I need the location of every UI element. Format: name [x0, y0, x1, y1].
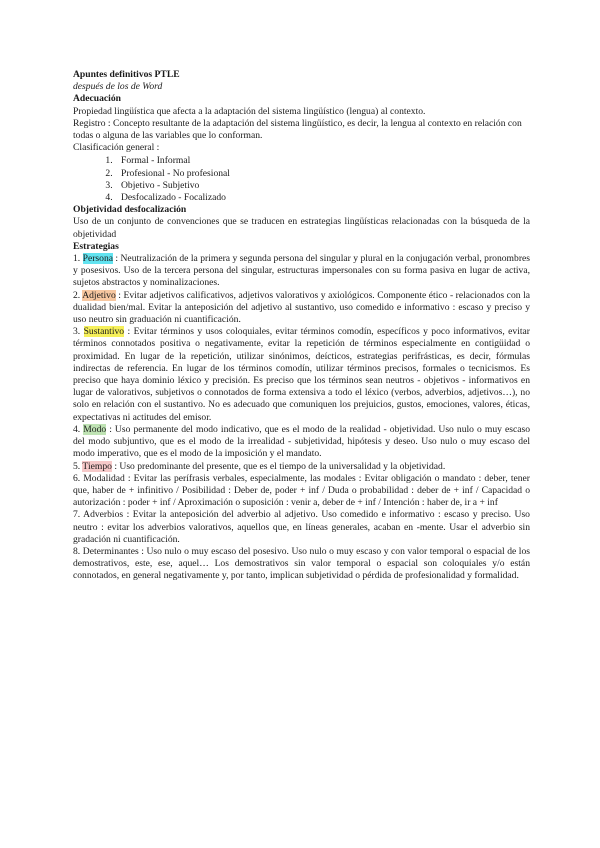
estrategia-number: 4. — [73, 423, 84, 435]
estrategia-number: 8. — [73, 545, 83, 557]
estrategia-number: 5. — [73, 460, 83, 472]
estrategia-term-highlight: Tiempo — [82, 460, 112, 472]
estrategia-number: 7. — [73, 509, 84, 521]
estrategia-term-highlight: Adjetivo — [82, 289, 116, 301]
estrategia-text: : Uso permanente del modo indicativo, que es el modo de la realidad - objetividad. Uso nulo o muy escaso del modo subjuntivo, que es el modo de la irrealidad - subjetividad, hipótesis y deseo. Uso nulo o muy escaso del modo imperativo, que es el modo de la imposición y el mandato. — [73, 423, 530, 460]
objetividad-definition: Uso de un conjunto de convenciones que se traducen en estrategias lingüísticas relacionadas con la búsqueda de la objetividad — [73, 216, 530, 240]
estrategia-number: 6. — [73, 472, 84, 484]
estrategia-item — [73, 509, 530, 546]
estrategia-text: : Evitar adjetivos calificativos, adjetivos valorativos y axiológicos. Componente ético - relacionados con la dualidad bien/mal. Evitar la anteposición del adjetivo al sustantivo, uso comedido e informativo : escaso y preciso y uso neutro sin graduación ni cuantificación. — [73, 289, 530, 326]
list-item: 4. Desfocalizado - Focalizado — [115, 192, 530, 204]
list-item: 1. Formal - Informal — [115, 155, 530, 167]
estrategia-item — [73, 461, 530, 473]
estrategia-item — [73, 473, 530, 510]
estrategia-item — [73, 424, 530, 461]
estrategia-text: Modalidad : Evitar las perífrasis verbales, especialmente, las modales : Evitar obligación o mandato : deber, tener que, haber de + infinitivo / Posibilidad : Deber de, poder + inf / Duda o probabilidad : deber de + inf / Capacidad o autorización : poder + inf / Aproximación o suposición : venir a, deber de + inf / Intención : haber de, ir a + inf — [73, 472, 530, 509]
clasificacion-list — [73, 155, 530, 204]
clasificacion-label: Clasificación general : — [73, 142, 160, 154]
adecuacion-definition: Propiedad lingüística que afecta a la adaptación del sistema lingüístico (lengua) al contexto. — [73, 105, 426, 117]
section-heading-adecuacion: Adecuación — [73, 93, 121, 105]
estrategia-number: 2. — [73, 289, 83, 301]
estrategia-item — [73, 546, 530, 583]
estrategia-item — [73, 253, 530, 290]
estrategia-item — [73, 290, 530, 327]
estrategia-term-highlight: Modo — [83, 423, 107, 435]
document-title: Apuntes definitivos PTLE — [73, 69, 180, 80]
estrategia-text: : Neutralización de la primera y segunda persona del singular y plural en la conjugación verbal, pronombres y posesivos. Uso de la tercera persona del singular, estructuras impersonales con su forma pasiva en lugar de activa, sujetos abstractos y nominalizaciones. — [73, 253, 531, 289]
list-item: 3. Objetivo - Subjetivo — [115, 180, 530, 192]
section-heading-estrategias: Estrategias — [73, 240, 119, 252]
estrategia-text: : Evitar términos y usos coloquiales, evitar términos comodín, específicos y poco informativos, evitar términos connotados positiva o negativamente, evitar la repetición de términos especialmente en contigüidad o proximidad. En lugar de la repetición, utilizar sinónimos, deícticos, estrategias perifrásticas, es decir, fórmulas indirectas de referencia. En lugar de los términos comodín, utilizar términos precisos, formales o tecnicismos. Es preciso que haya dominio léxico y precisión. Es preciso que los términos sean neutros - objetivos - informativos en lugar de valorativos, subjetivos o connotados de forma extensiva a todo el léxico (verbos, adverbios, adjetivos…), no solo en relación con el sustantivo. No es adecuado que comuniquen los prejuicios, gustos, emociones, valores, éticas, expectativas ni actitudes del emisor. — [73, 326, 530, 423]
list-item: 2. Profesional - No profesional — [115, 168, 530, 180]
registro-paragraph: Registro : Concepto resultante de la adaptación del sistema lingüístico, es decir, la lengua al contexto en relación con todas o alguna de las variables que lo conforman. — [73, 117, 522, 142]
estrategia-number: 1. — [73, 253, 83, 265]
section-heading-objetividad: Objetividad desfocalización — [73, 204, 187, 216]
estrategia-number: 3. — [73, 326, 84, 338]
estrategia-text: Determinantes : Uso nulo o muy escaso del posesivo. Uso nulo o muy escaso y con valor temporal o espacial de los demostrativos, este, ese, aquel… Los demostrativos sin valor temporal o espacial son coloquiales y/o están connotados, en general negativamente y, por tanto, implican subjetividad o pérdida de profesionalidad y formalidad. — [73, 545, 531, 582]
estrategia-term-highlight: Persona — [82, 253, 113, 265]
document-page — [73, 69, 530, 583]
estrategia-text: Adverbios : Evitar la anteposición del adverbio al adjetivo. Uso comedido e informativo : escaso y preciso. Uso neutro : evitar los adverbios valorativos, aquellos que, en líneas generales, acaban en -mente. Usar el adverbio sin gradación ni cuantificación. — [73, 509, 530, 545]
estrategia-item — [73, 326, 530, 424]
estrategia-text: : Uso predominante del presente, que es el tiempo de la universalidad y la objetividad. — [111, 460, 446, 472]
document-subtitle: después de los de Word — [73, 81, 163, 93]
estrategia-term-highlight: Sustantivo — [83, 326, 125, 338]
